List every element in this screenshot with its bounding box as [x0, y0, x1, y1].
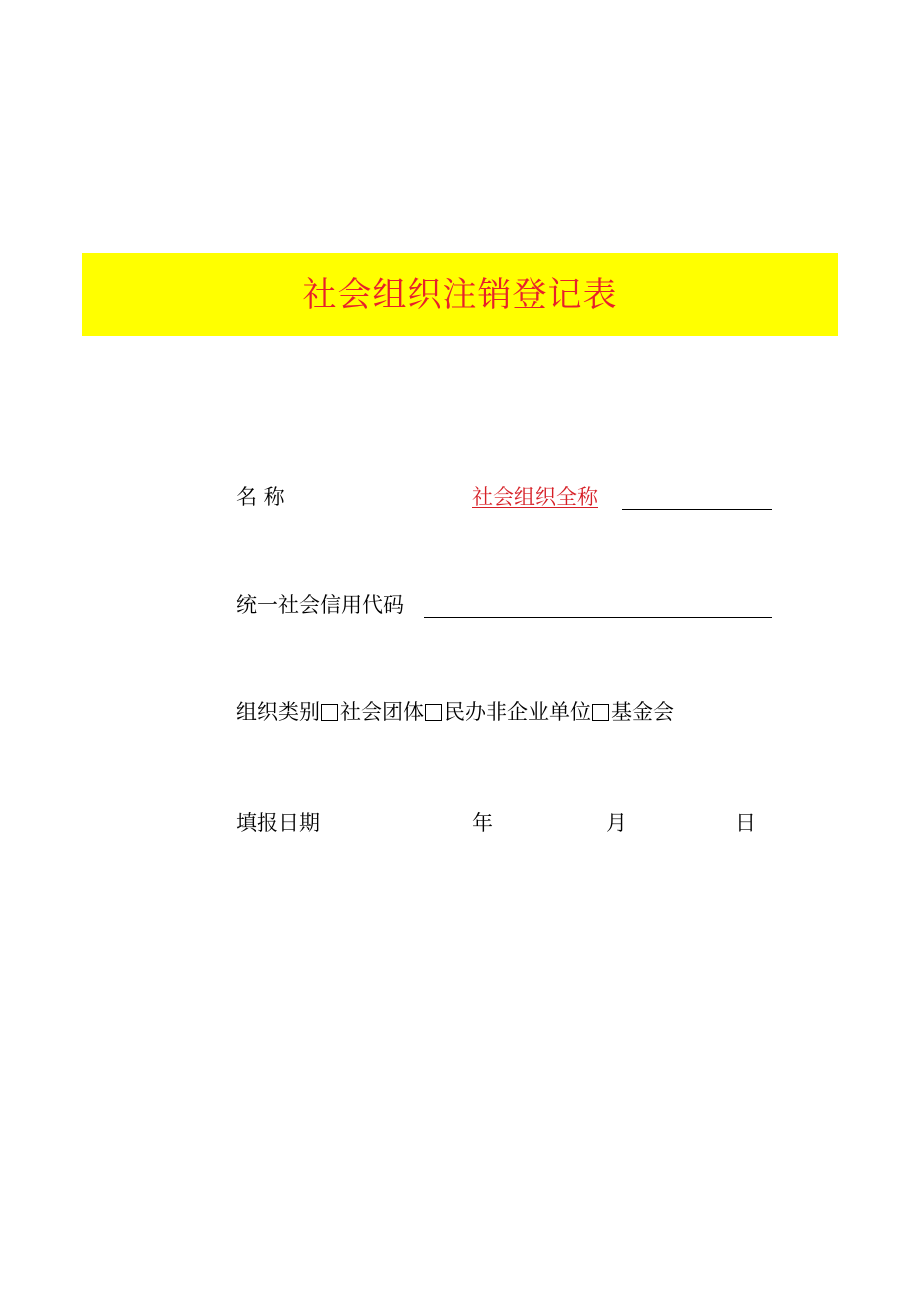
checkbox-social-group[interactable] — [321, 704, 338, 721]
option-private-non-enterprise: 民办非企业单位 — [444, 700, 591, 724]
credit-code-field[interactable] — [424, 591, 772, 618]
fill-date-label: 填报日期 — [236, 811, 320, 835]
option-foundation: 基金会 — [611, 700, 674, 724]
page-title: 社会组织注销登记表 — [302, 274, 618, 315]
checkbox-private-non-enterprise[interactable] — [425, 704, 442, 721]
title-banner — [82, 253, 838, 336]
name-field[interactable]: 社会组织全称 — [472, 485, 598, 509]
name-row — [236, 483, 772, 513]
year-unit: 年 — [472, 811, 493, 835]
option-social-group: 社会团体 — [340, 700, 424, 724]
month-unit: 月 — [606, 811, 627, 835]
org-type-label: 组织类别 — [236, 700, 320, 724]
fill-date-row — [236, 809, 776, 839]
day-unit: 日 — [735, 811, 756, 835]
credit-code-row — [236, 591, 772, 621]
org-type-row — [236, 698, 674, 726]
checkbox-foundation[interactable] — [592, 704, 609, 721]
name-label: 名 称 — [236, 485, 285, 509]
name-field-blank[interactable] — [622, 483, 772, 510]
credit-code-label: 统一社会信用代码 — [236, 593, 404, 617]
